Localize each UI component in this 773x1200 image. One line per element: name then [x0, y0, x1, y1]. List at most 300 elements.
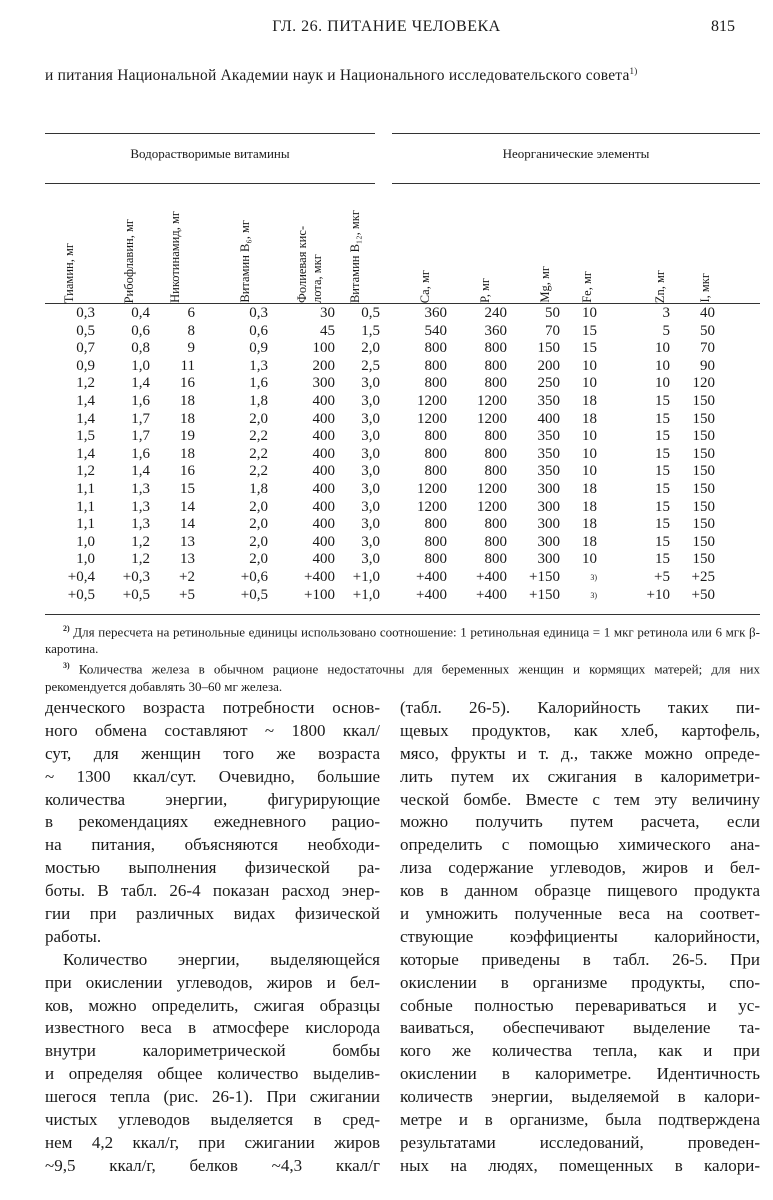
- table-cell: 800: [424, 357, 447, 374]
- column-header: Ca, мг: [418, 269, 432, 303]
- table-cell: 90: [700, 357, 715, 374]
- table-cell: 150: [692, 445, 715, 462]
- column-header: P, мг: [478, 278, 492, 303]
- table-cell: 1,4: [131, 463, 150, 480]
- text-line: которые приведены в табл. 26-5. При: [400, 949, 760, 969]
- table-top-rule-left: [45, 133, 375, 134]
- table-cell: 10: [655, 357, 670, 374]
- table-cell: 18: [582, 410, 597, 427]
- column-header: Витамин B₁₂, мкг: [348, 209, 362, 303]
- table-cell: 2,0: [249, 551, 268, 568]
- table-cell: 150: [692, 463, 715, 480]
- table-cell: 3,0: [361, 551, 380, 568]
- table-cell: 2,0: [249, 533, 268, 550]
- text-line: внутри калориметрической бомбы: [45, 1041, 380, 1061]
- table-cell: 800: [424, 375, 447, 392]
- table-cell: 800: [484, 428, 507, 445]
- table-cell: 350: [537, 445, 560, 462]
- table-cell: +400: [476, 568, 507, 585]
- table-cell: 300: [312, 375, 335, 392]
- table-cell: 10: [582, 305, 597, 321]
- table-cell: 350: [537, 392, 560, 409]
- table-cell: 70: [700, 340, 715, 357]
- table-cell: 10: [582, 375, 597, 392]
- table-cell: 400: [312, 516, 335, 533]
- table-cell: 1,4: [76, 392, 95, 409]
- table-cell: 800: [484, 463, 507, 480]
- text-line: лиза содержание углеводов, жиров и бел-: [400, 858, 760, 878]
- table-cell: 2,2: [249, 428, 268, 445]
- table-cell: 0,5: [76, 322, 95, 339]
- table-cell: 15: [655, 445, 670, 462]
- table-cell: 1,1: [76, 480, 95, 497]
- table-cell: 3,0: [361, 375, 380, 392]
- table-cell: 800: [424, 551, 447, 568]
- table-cell: 40: [700, 305, 715, 321]
- table-cell: 800: [424, 516, 447, 533]
- table-cell: 15: [655, 551, 670, 568]
- text-line: в рекомендациях ежедневного рацио-: [45, 812, 380, 832]
- text-line: денческого возраста потребности основ-: [45, 698, 380, 717]
- table-cell: 1,8: [249, 392, 268, 409]
- table-cell: 10: [582, 428, 597, 445]
- table-cell: +2: [179, 568, 195, 585]
- table-cell: 10: [582, 551, 597, 568]
- table-cell: 150: [692, 498, 715, 515]
- table-cell: 1,2: [131, 551, 150, 568]
- text-line: окислении в калориметре. Идентичность: [400, 1064, 760, 1084]
- table-cell: 3,0: [361, 498, 380, 515]
- table-cell: 800: [424, 428, 447, 445]
- table-cell: 15: [655, 516, 670, 533]
- table-cell: 360: [484, 322, 507, 339]
- column-header: Fe, мг: [580, 271, 594, 303]
- table-cell: 0,9: [76, 357, 95, 374]
- table-cell: 15: [655, 498, 670, 515]
- table-cell: 300: [537, 516, 560, 533]
- table-cell: 120: [692, 375, 715, 392]
- table-cell: +150: [529, 586, 560, 603]
- table-row: [0, 463, 773, 481]
- text-line: кого же количества тепла, как и при: [400, 1041, 760, 1061]
- table-cell: 2,0: [249, 410, 268, 427]
- caption-note: 1): [629, 66, 638, 76]
- text-line: собные полностью перевариваться и ус-: [400, 995, 760, 1015]
- table-cell: 70: [545, 322, 560, 339]
- table-caption: [45, 66, 637, 85]
- group-rule-right: [392, 183, 760, 184]
- text-line: ческой бомбе. Вместе с тем эту величину: [400, 789, 760, 809]
- text-line: окислении в организме продукты, спо-: [400, 972, 760, 992]
- table-cell: 1,2: [76, 463, 95, 480]
- table-body: [0, 305, 773, 604]
- column-header: Mg, мг: [538, 266, 552, 303]
- table-top-rule-right: [392, 133, 760, 134]
- table-cell: 1,6: [131, 392, 150, 409]
- table-cell: 540: [424, 322, 447, 339]
- table-cell: +25: [691, 568, 715, 585]
- table-cell: 800: [424, 533, 447, 550]
- table-cell: 300: [537, 498, 560, 515]
- table-cell: 800: [484, 340, 507, 357]
- table-cell: 150: [692, 392, 715, 409]
- table-cell: 0,6: [131, 322, 150, 339]
- table-cell: 45: [320, 322, 335, 339]
- text-line: ствующие коэффициенты калорийности,: [400, 926, 760, 946]
- table-cell: +150: [529, 568, 560, 585]
- text-line: гии при различных видах физической: [45, 904, 380, 924]
- table-cell: 800: [424, 445, 447, 462]
- table-row: [0, 393, 773, 411]
- table-cell: +0,5: [240, 586, 268, 603]
- table-cell: +400: [304, 568, 335, 585]
- table-cell: 800: [484, 516, 507, 533]
- text-line: результатами исследований, проведен-: [400, 1132, 760, 1152]
- table-cell: 1,1: [76, 498, 95, 515]
- body-right-column: [400, 697, 760, 1178]
- table-cell: 300: [537, 551, 560, 568]
- table-cell: 1,4: [76, 410, 95, 427]
- table-cell: +100: [304, 586, 335, 603]
- table-cell: 1,3: [131, 498, 150, 515]
- table-cell: 150: [692, 533, 715, 550]
- table-cell: +0,3: [122, 568, 150, 585]
- table-cell: 1,7: [131, 410, 150, 427]
- text-line: определить с помощью химического ана-: [400, 835, 760, 855]
- table-cell: 1,6: [131, 445, 150, 462]
- table-cell: 6: [187, 305, 195, 321]
- table-cell: 0,9: [249, 340, 268, 357]
- table-cell: 0,6: [249, 322, 268, 339]
- table-cell: 15: [180, 480, 195, 497]
- footnote-ref: 3): [590, 590, 597, 600]
- text-line: на питания, объясняются необходи-: [45, 835, 380, 855]
- footnote-mark: 2): [63, 624, 70, 633]
- table-cell: 2,5: [361, 357, 380, 374]
- table-cell: 350: [537, 428, 560, 445]
- text-line: мостью выполнения физической ра-: [45, 858, 380, 878]
- table-cell: 10: [582, 463, 597, 480]
- table-cell: 1200: [417, 410, 447, 427]
- text-line: метре и в организме, была подтверждена: [400, 1110, 760, 1130]
- table-cell: 15: [655, 480, 670, 497]
- table-row: [0, 481, 773, 499]
- table-cell: 1,1: [76, 516, 95, 533]
- chapter-title: ГЛ. 26. ПИТАНИЕ ЧЕЛОВЕКА: [272, 18, 501, 35]
- table-cell: 1,4: [131, 375, 150, 392]
- table-cell: 3,0: [361, 410, 380, 427]
- text-line: и умножить полученные веса на соответ-: [400, 904, 760, 924]
- text-line: шегося тепла (рис. 26-1). При сжигании: [45, 1087, 380, 1107]
- column-header: I, мкг: [698, 273, 712, 303]
- table-row: [0, 534, 773, 552]
- table-cell: 10: [582, 357, 597, 374]
- table-cell: 800: [484, 375, 507, 392]
- text-line: количества энергии, фигурирующие: [45, 789, 380, 809]
- table-cell: 1,0: [131, 357, 150, 374]
- text-line: (табл. 26-5). Калорийность таких пи-: [400, 698, 760, 717]
- column-header: Витамин B₆, мг: [238, 220, 252, 303]
- table-cell: 18: [582, 533, 597, 550]
- caption-text: и питания Национальной Академии наук и Национального исследовательского совета: [45, 67, 630, 85]
- table-cell: [555, 587, 597, 610]
- table-cell: 360: [424, 305, 447, 321]
- table-cell: +0,5: [122, 586, 150, 603]
- footnote-text: Количества железа в обычном рационе недостаточны для беременных женщин и кормящих матерей; для них рекомендуется добавлять 30–60 мг железа.: [45, 661, 761, 694]
- table-cell: 50: [545, 305, 560, 321]
- table-cell: 14: [180, 516, 195, 533]
- table-cell: 2,0: [249, 498, 268, 515]
- table-cell: 1,0: [76, 533, 95, 550]
- text-line: сут, для женщин того же возраста: [45, 743, 380, 763]
- footnote-2: [45, 620, 760, 657]
- footnote-mark: 3): [63, 661, 70, 671]
- text-line: щевых продуктов, как хлеб, картофель,: [400, 720, 760, 740]
- table-cell: 10: [655, 375, 670, 392]
- text-line: и определяя общее количество выделив-: [45, 1064, 380, 1084]
- table-cell: 400: [312, 410, 335, 427]
- table-cell: 18: [180, 392, 195, 409]
- table-cell: 3: [662, 305, 670, 321]
- group-rule-left: [45, 183, 375, 184]
- column-header: Zn, мг: [653, 269, 667, 303]
- table-cell: 1,8: [249, 480, 268, 497]
- table-row: [0, 411, 773, 429]
- table-cell: +10: [646, 586, 670, 603]
- table-row: [0, 375, 773, 393]
- table-cell: 3,0: [361, 445, 380, 462]
- text-line: нем 4,2 ккал/г, при сжигании жиров: [45, 1132, 380, 1152]
- table-cell: 0,8: [131, 340, 150, 357]
- table-cell: 200: [537, 357, 560, 374]
- table-cell: 1,5: [76, 428, 95, 445]
- table-cell: 3,0: [361, 428, 380, 445]
- text-line: при окислении углеводов, жиров и бел-: [45, 972, 380, 992]
- table-cell: 100: [312, 340, 335, 357]
- table-cell: +50: [691, 586, 715, 603]
- group-water-soluble: Водорастворимые витамины: [130, 146, 290, 161]
- table-cell: 400: [312, 480, 335, 497]
- table-cell: 15: [582, 322, 597, 339]
- table-cell: +0,6: [240, 568, 268, 585]
- table-cell: 2,0: [361, 340, 380, 357]
- table-cell: 300: [537, 480, 560, 497]
- table-cell: 1,2: [76, 375, 95, 392]
- text-line: количеств энергии, выделяемой в калори-: [400, 1087, 760, 1107]
- footnote-3: [45, 657, 760, 694]
- text-line: мясо, фрукты и т. д., также можно опреде-: [400, 743, 760, 763]
- table-cell: 400: [312, 445, 335, 462]
- table-row: [0, 305, 773, 323]
- table-cell: 1200: [417, 480, 447, 497]
- table-cell: 1,3: [131, 480, 150, 497]
- table-cell: 400: [312, 533, 335, 550]
- table-cell: 5: [662, 322, 670, 339]
- table-cell: 15: [655, 410, 670, 427]
- table-cell: 1200: [417, 498, 447, 515]
- table-cell: 13: [180, 551, 195, 568]
- table-bottom-rule: [45, 614, 760, 615]
- table-cell: 150: [692, 551, 715, 568]
- table-cell: 16: [180, 463, 195, 480]
- table-cell: 18: [582, 480, 597, 497]
- table-cell: 1200: [417, 392, 447, 409]
- table-cell: 400: [312, 428, 335, 445]
- table-cell: 1,6: [249, 375, 268, 392]
- table-cell: 1200: [477, 498, 507, 515]
- text-line: можно получить путем расчета, если: [400, 812, 760, 832]
- table-cell: 15: [655, 533, 670, 550]
- table-cell: 3,0: [361, 480, 380, 497]
- table-row: [0, 587, 773, 605]
- table-cell: 800: [484, 533, 507, 550]
- table-cell: 200: [312, 357, 335, 374]
- table-cell: 0,3: [76, 305, 95, 321]
- table-cell: 350: [537, 463, 560, 480]
- table-cell: 1,2: [131, 533, 150, 550]
- table-cell: +5: [654, 568, 670, 585]
- table-cell: 1200: [477, 392, 507, 409]
- header-bottom-rule: [45, 303, 760, 304]
- table-row: [0, 323, 773, 341]
- table-cell: 1200: [477, 410, 507, 427]
- table-cell: 50: [700, 322, 715, 339]
- footnote-text: Для пересчета на ретинольные единицы использовано соотношение: 1 ретинольная единица = 1 мкг ретинола или 6 мгк β-каротина.: [45, 624, 761, 657]
- table-cell: 400: [312, 463, 335, 480]
- table-row: [0, 428, 773, 446]
- text-line: лить путем их сжигания в калориметри-: [400, 766, 760, 786]
- table-cell: 400: [312, 498, 335, 515]
- table-cell: 300: [537, 533, 560, 550]
- table-cell: 15: [582, 340, 597, 357]
- table-cell: 240: [484, 305, 507, 321]
- table-cell: 10: [582, 445, 597, 462]
- table-cell: 9: [187, 340, 195, 357]
- table-cell: 18: [180, 445, 195, 462]
- table-cell: 19: [180, 428, 195, 445]
- table-cell: 3,0: [361, 463, 380, 480]
- table-cell: 400: [312, 551, 335, 568]
- table-cell: 250: [537, 375, 560, 392]
- table-cell: 1,5: [361, 322, 380, 339]
- table-cell: 13: [180, 533, 195, 550]
- table-cell: 14: [180, 498, 195, 515]
- column-header: Рибофлавин, мг: [122, 218, 136, 303]
- group-inorganic: Неорганические элементы: [502, 146, 650, 161]
- running-head: [0, 18, 773, 44]
- table-cell: 1,0: [76, 551, 95, 568]
- table-cell: 150: [692, 410, 715, 427]
- table-cell: +0,5: [67, 586, 95, 603]
- table-cell: +1,0: [352, 586, 380, 603]
- table-cell: +400: [416, 586, 447, 603]
- table-cell: 15: [655, 463, 670, 480]
- table-cell: 400: [537, 410, 560, 427]
- table-cell: 150: [692, 480, 715, 497]
- table-cell: 2,2: [249, 445, 268, 462]
- table-row: [0, 358, 773, 376]
- table-row: [0, 551, 773, 569]
- table-cell: 1,4: [76, 445, 95, 462]
- table-cell: 3,0: [361, 516, 380, 533]
- column-header: Фолиевая кис-лота, мкг: [295, 225, 324, 303]
- table-cell: 800: [424, 340, 447, 357]
- table-cell: 800: [484, 445, 507, 462]
- table-cell: 800: [424, 463, 447, 480]
- table-row: [0, 446, 773, 464]
- table-cell: 1,3: [249, 357, 268, 374]
- table-cell: 0,3: [249, 305, 268, 321]
- column-header: Тиамин, мг: [62, 242, 76, 303]
- table-cell: 30: [320, 305, 335, 321]
- table-cell: 2,2: [249, 463, 268, 480]
- table-cell: 10: [655, 340, 670, 357]
- text-line: ков в данном образце пищевого продукта: [400, 881, 760, 901]
- table-cell: 0,7: [76, 340, 95, 357]
- text-line: ных на людях, помещенных в калори-: [400, 1155, 760, 1175]
- table-cell: 3,0: [361, 533, 380, 550]
- table-row: [0, 499, 773, 517]
- table-cell: 150: [692, 516, 715, 533]
- table-row: [0, 516, 773, 534]
- table-cell: 0,4: [131, 305, 150, 321]
- column-header: Никотинамид, мг: [168, 211, 182, 303]
- table-cell: 15: [655, 392, 670, 409]
- table-cell: 18: [582, 392, 597, 409]
- text-line: ~ 1300 ккал/сут. Очевидно, большие: [45, 766, 380, 786]
- text-line: ~9,5 ккал/г, белков ~4,3 ккал/г: [45, 1155, 380, 1175]
- text-line: известного веса в атмосфере кислорода: [45, 1018, 380, 1038]
- page-number: 815: [711, 18, 735, 35]
- table-cell: 18: [582, 498, 597, 515]
- table-cell: 16: [180, 375, 195, 392]
- table-cell: 1,7: [131, 428, 150, 445]
- table-cell: +0,4: [67, 568, 95, 585]
- table-cell: 150: [537, 340, 560, 357]
- table-cell: +400: [476, 586, 507, 603]
- table-cell: 11: [180, 357, 195, 374]
- table-cell: 800: [484, 357, 507, 374]
- table-cell: 400: [312, 392, 335, 409]
- text-line: чистых углеводов выделяется в сред-: [45, 1110, 380, 1130]
- table-row: [0, 569, 773, 587]
- text-line: ков, можно определить, сжигая образцы: [45, 995, 380, 1015]
- footnotes: [45, 620, 760, 695]
- table-cell: 2,0: [249, 516, 268, 533]
- table-cell: 800: [484, 551, 507, 568]
- table-cell: 8: [187, 322, 195, 339]
- text-line: ного обмена составляют ~ 1800 ккал/: [45, 720, 380, 740]
- text-line: работы.: [45, 926, 102, 946]
- table-cell: +1,0: [352, 568, 380, 585]
- table-cell: 150: [692, 428, 715, 445]
- table-row: [0, 340, 773, 358]
- text-line: боты. В табл. 26-4 показан расход энер-: [45, 881, 380, 901]
- table-cell: 18: [582, 516, 597, 533]
- text-line: Количество энергии, выделяющейся: [63, 949, 380, 969]
- table-cell: 15: [655, 428, 670, 445]
- body-left-column: [45, 697, 380, 1178]
- table-cell: 18: [180, 410, 195, 427]
- table-cell: +5: [179, 586, 195, 603]
- table-cell: 0,5: [361, 305, 380, 321]
- table-cell: 1200: [477, 480, 507, 497]
- table-cell: +400: [416, 568, 447, 585]
- table-cell: 1,3: [131, 516, 150, 533]
- table-cell: 3,0: [361, 392, 380, 409]
- footnote-ref: 3): [590, 572, 597, 582]
- text-line: ваиваться, обеспечивают выделение та-: [400, 1018, 760, 1038]
